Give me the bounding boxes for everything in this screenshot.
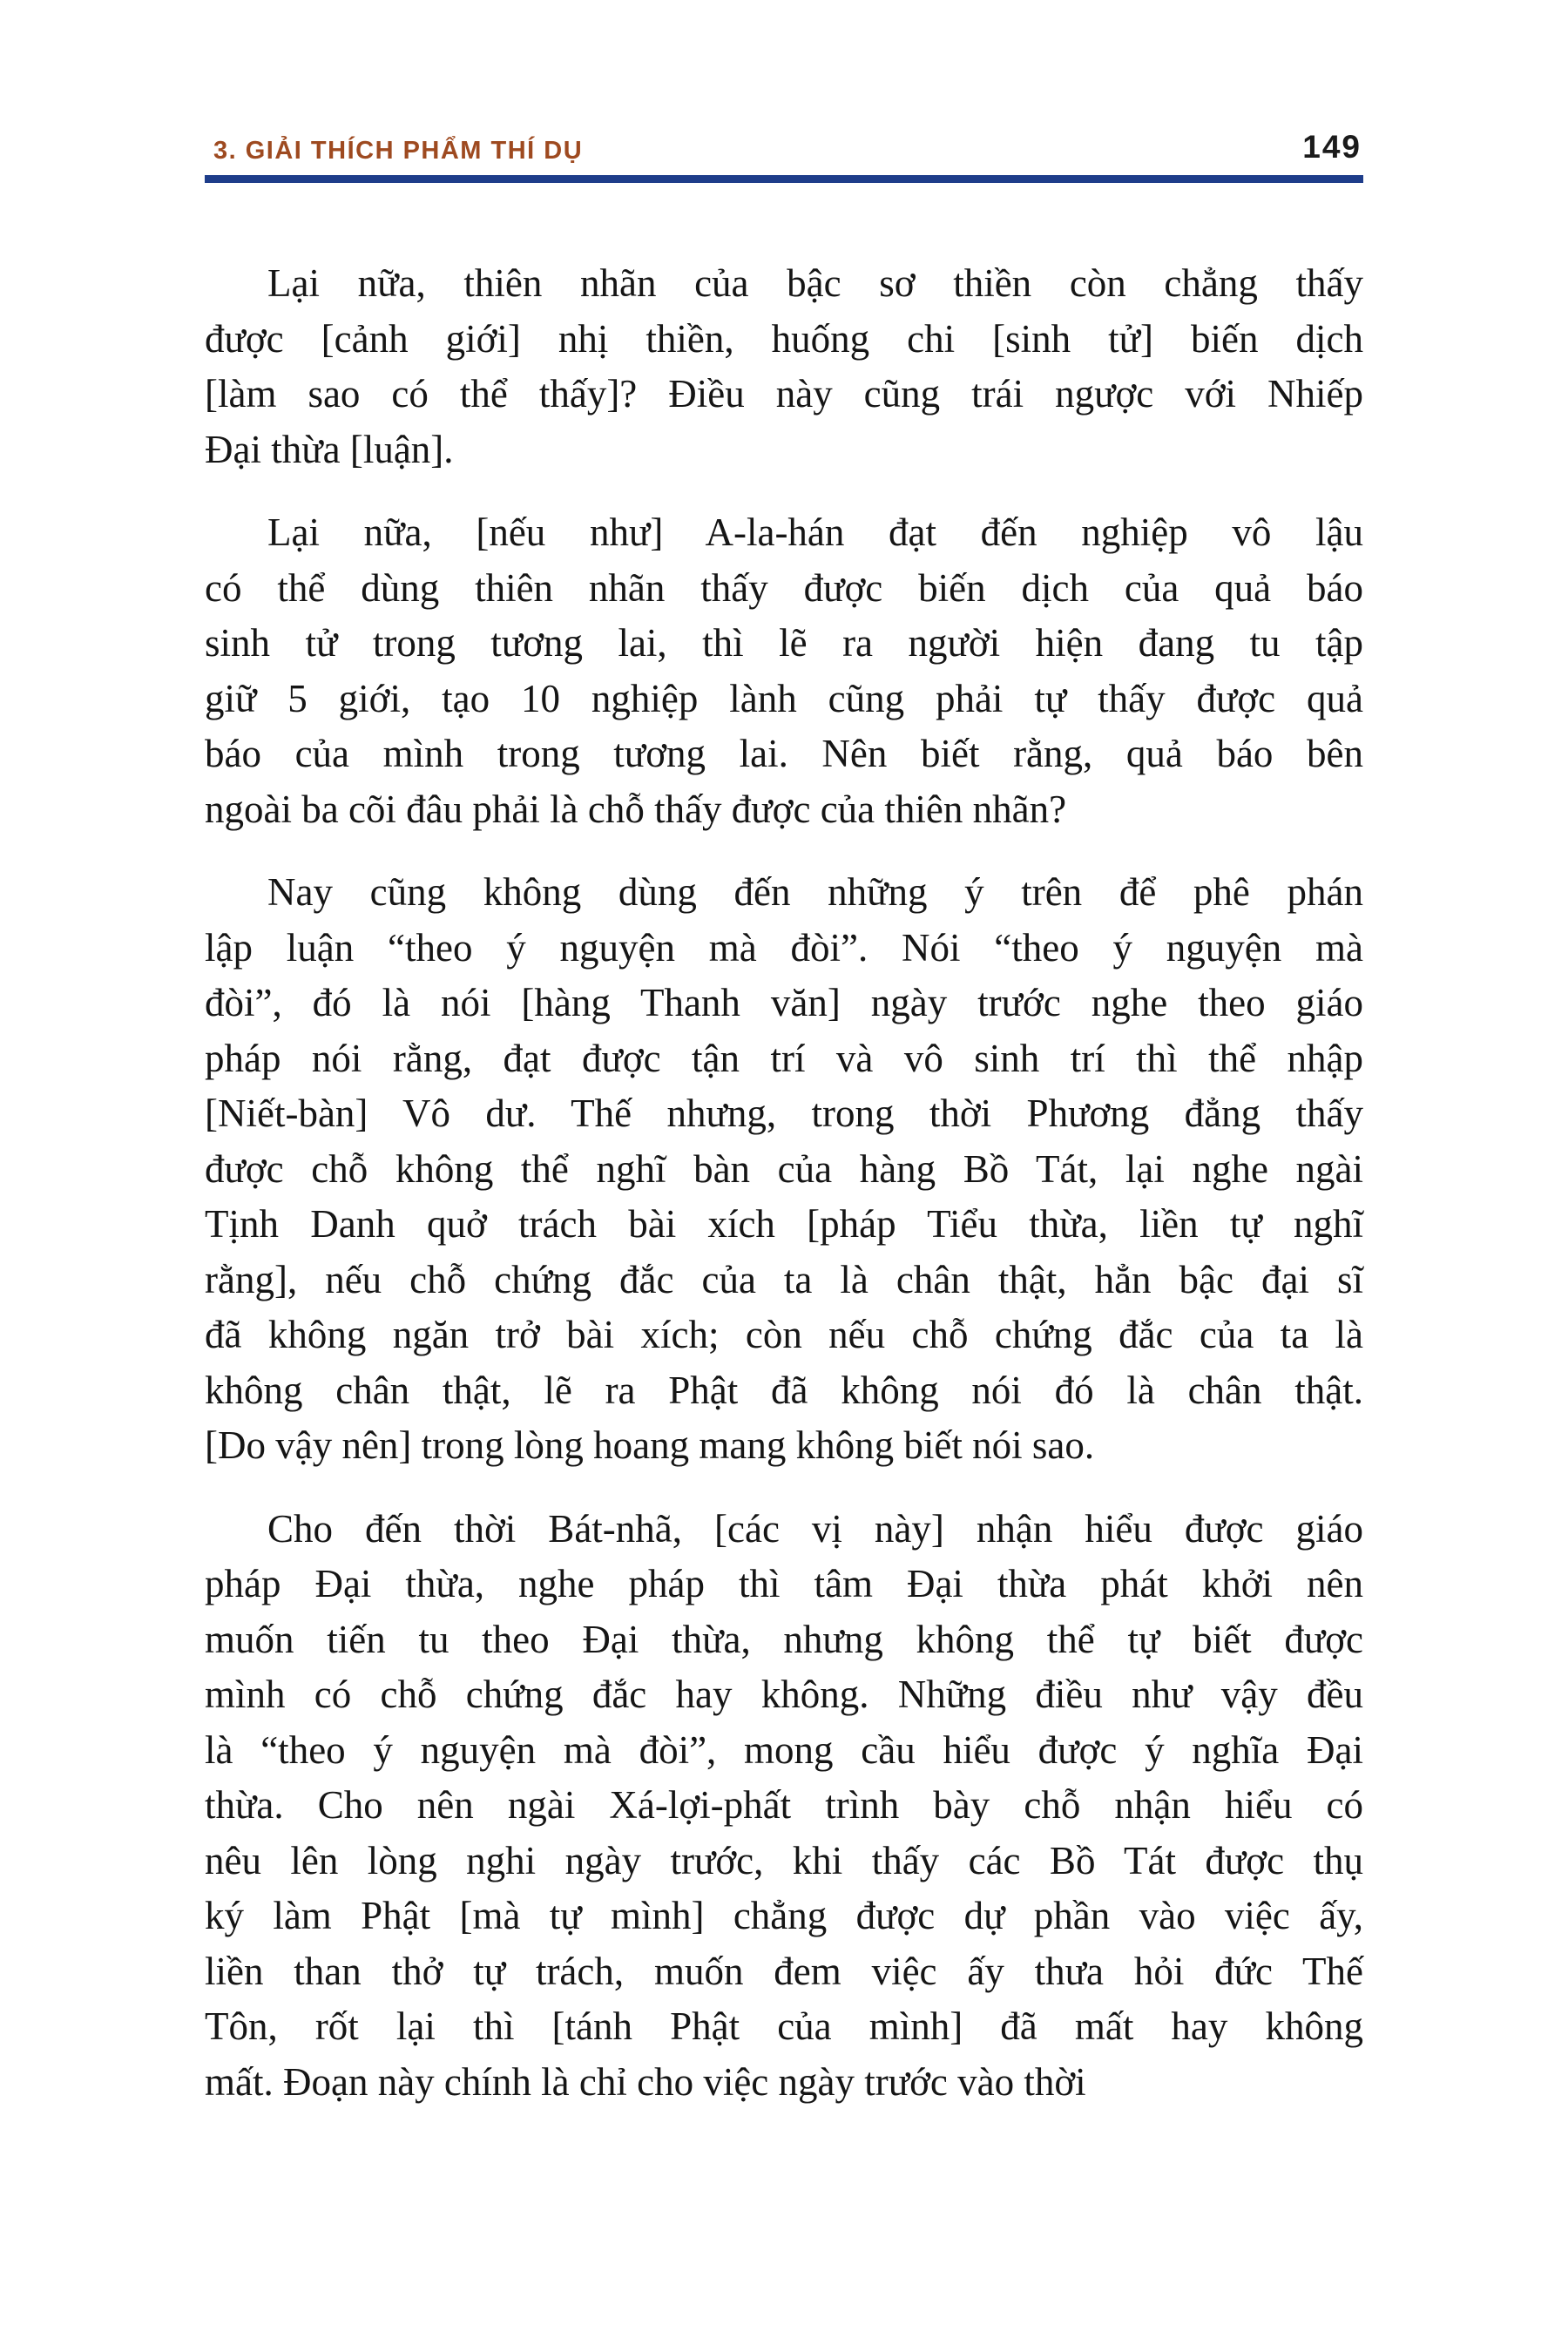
running-header <box>205 129 1363 166</box>
text-line: Tôn, rốt lại thì [tánh Phật của mình] đã mất hay không <box>205 2004 1363 2048</box>
text-line: Tịnh Danh quở trách bài xích [pháp Tiểu thừa, liền tự nghĩ <box>205 1202 1363 1246</box>
text-line: liền than thở tự trách, muốn đem việc ấy thưa hỏi đức Thế <box>205 1949 1363 1993</box>
text-line: [làm sao có thể thấy]? Điều này cũng trái ngược với Nhiếp <box>205 372 1363 416</box>
text-body <box>205 256 1363 2110</box>
text-line: [Do vậy nên] trong lòng hoang mang không biết nói sao. <box>205 1423 1095 1467</box>
text-line: nêu lên lòng nghi ngày trước, khi thấy các Bồ Tát được thụ <box>205 1838 1363 1882</box>
book-page <box>205 0 1363 2110</box>
text-line: là “theo ý nguyện mà đòi”, mong cầu hiểu được ý nghĩa Đại <box>205 1727 1363 1772</box>
paragraph <box>205 256 1363 477</box>
text-line: được chỗ không thể nghĩ bàn của hàng Bồ Tát, lại nghe ngài <box>205 1146 1363 1191</box>
text-line: lập luận “theo ý nguyện mà đòi”. Nói “theo ý nguyện mà <box>205 925 1363 970</box>
text-line: pháp nói rằng, đạt được tận trí và vô sinh trí thì thể nhập <box>205 1036 1363 1080</box>
text-line: đã không ngăn trở bài xích; còn nếu chỗ chứng đắc của ta là <box>205 1313 1363 1356</box>
text-line: Đại thừa [luận]. <box>205 427 454 471</box>
text-line: rằng], nếu chỗ chứng đắc của ta là chân thật, hẳn bậc đại sĩ <box>205 1257 1363 1301</box>
text-line: không chân thật, lẽ ra Phật đã không nói đó là chân thật. <box>205 1368 1363 1412</box>
text-line: có thể dùng thiên nhãn thấy được biến dịch của quả báo <box>205 565 1363 610</box>
text-line: thừa. Cho nên ngài Xá-lợi-phất trình bày chỗ nhận hiểu có <box>205 1783 1363 1827</box>
text-line: Lại nữa, thiên nhãn của bậc sơ thiền còn chẳng thấy <box>267 261 1363 305</box>
text-line: giữ 5 giới, tạo 10 nghiệp lành cũng phải tự thấy được quả <box>205 676 1363 720</box>
text-line: mất. Đoạn này chính là chỉ cho việc ngày trước vào thời <box>205 2059 1086 2104</box>
text-line: mình có chỗ chứng đắc hay không. Những điều như vậy đều <box>205 1673 1363 1716</box>
text-line: báo của mình trong tương lai. Nên biết rằng, quả báo bên <box>205 732 1363 775</box>
text-line: đòi”, đó là nói [hàng Thanh văn] ngày trước nghe theo giáo <box>205 981 1363 1024</box>
text-line: ký làm Phật [mà tự mình] chẳng được dự phần vào việc ấy, <box>205 1894 1363 1937</box>
text-line: sinh tử trong tương lai, thì lẽ ra người hiện đang tu tập <box>205 621 1363 665</box>
text-line: được [cảnh giới] nhị thiền, huống chi [sinh tử] biến dịch <box>205 316 1363 361</box>
text-line: [Niết-bàn] Vô dư. Thế nhưng, trong thời Phương đẳng thấy <box>205 1092 1363 1135</box>
text-line: Lại nữa, [nếu như] A-la-hán đạt đến nghiệp vô lậu <box>267 510 1363 554</box>
text-line: ngoài ba cõi đâu phải là chỗ thấy được của thiên nhãn? <box>205 787 1067 831</box>
section-title: 3. GIẢI THÍCH PHẨM THÍ DỤ <box>213 137 584 165</box>
paragraph <box>205 505 1363 837</box>
header-divider-rule <box>205 175 1363 183</box>
text-line: muốn tiến tu theo Đại thừa, nhưng không thể tự biết được <box>205 1617 1363 1661</box>
text-line: Nay cũng không dùng đến những ý trên để phê phán <box>267 870 1363 914</box>
paragraph <box>205 1502 1363 2111</box>
paragraph <box>205 865 1363 1474</box>
text-line: Cho đến thời Bát-nhã, [các vị này] nhận hiểu được giáo <box>267 1506 1363 1551</box>
page-number: 149 <box>1302 129 1362 165</box>
text-line: pháp Đại thừa, nghe pháp thì tâm Đại thừa phát khởi nên <box>205 1562 1363 1605</box>
